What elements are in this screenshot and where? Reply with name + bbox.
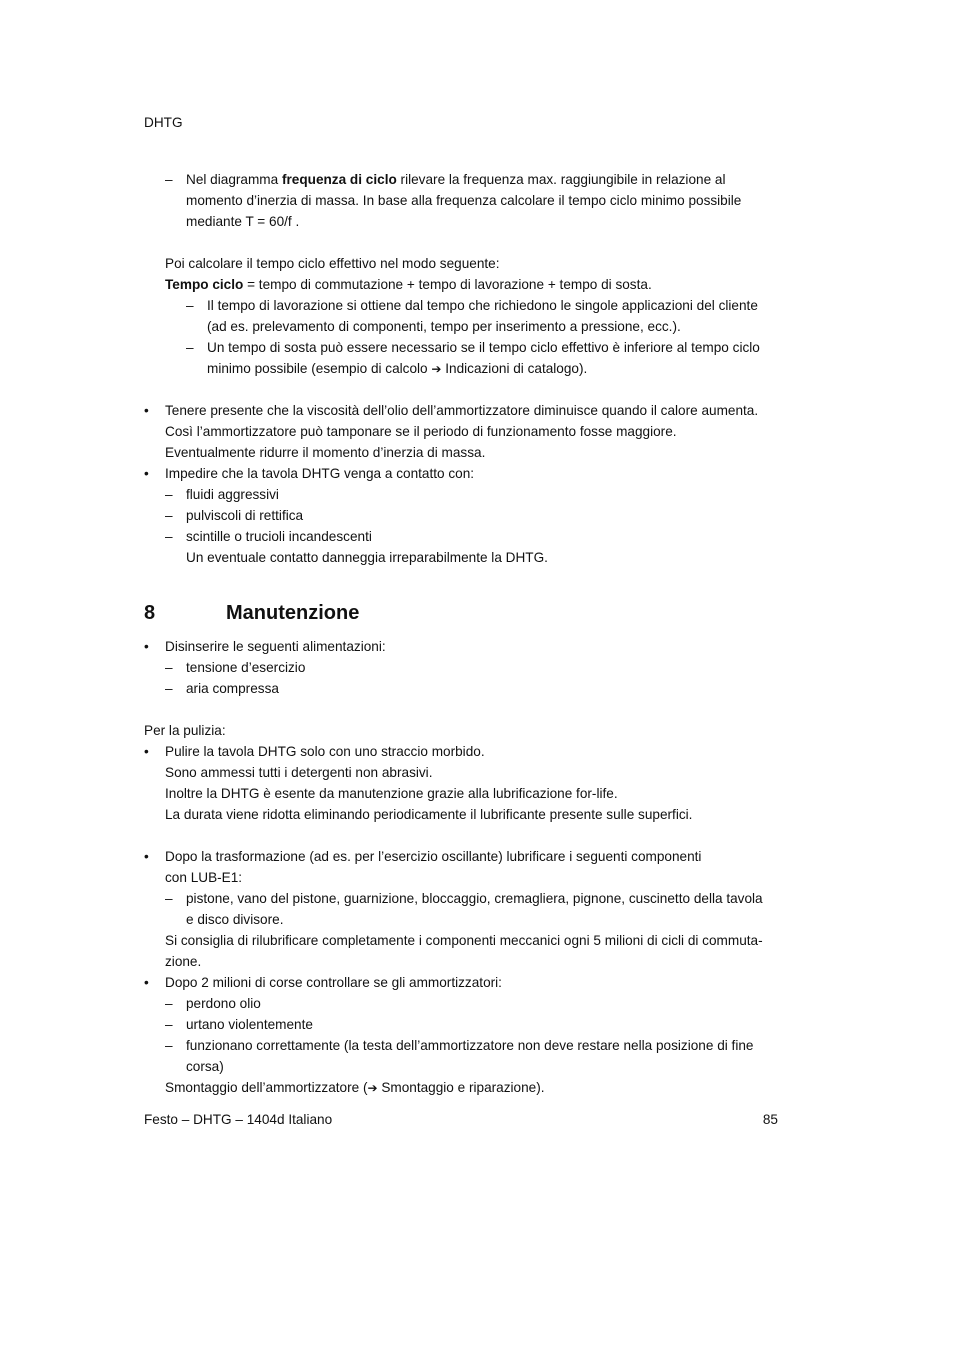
- frequency-term: frequenza di ciclo: [281, 172, 397, 187]
- text-line: Il tempo di lavorazione si ottiene dal tempo che richiedono le singole applicazioni del cliente: [207, 298, 758, 313]
- dash-marker: –: [165, 508, 173, 523]
- disassembly-reference-line: [165, 1081, 545, 1095]
- bullet-marker: •: [144, 849, 149, 864]
- dash-marker: –: [165, 891, 173, 906]
- footer-doc-id: Festo – DHTG – 1404d Italiano: [144, 1112, 333, 1127]
- formula-line: mediante T = 60/f .: [186, 214, 300, 229]
- dash-marker: –: [165, 660, 173, 675]
- text-line: corsa): [186, 1059, 224, 1074]
- text-run: Indicazioni di catalogo).: [441, 361, 588, 376]
- text-line: Pulire la tavola DHTG solo con uno straccio morbido.: [165, 744, 485, 759]
- text-line: Disinserire le seguenti alimentazioni:: [165, 639, 386, 654]
- text-line: e disco divisore.: [186, 912, 284, 927]
- list-item: tensione d’esercizio: [186, 660, 306, 675]
- bullet-marker: •: [144, 744, 149, 759]
- running-header: DHTG: [144, 115, 183, 130]
- text-run: Smontaggio dell’ammortizzatore (: [165, 1080, 368, 1095]
- text-line: Sono ammessi tutti i detergenti non abrasivi.: [165, 765, 433, 780]
- dash-marker: –: [186, 298, 194, 313]
- text-line: (ad es. prelevamento di componenti, tempo per inserimento a pressione, ecc.).: [207, 319, 681, 334]
- frequency-instruction-line: [186, 173, 725, 187]
- bullet-marker: •: [144, 466, 149, 481]
- text-line: La durata viene ridotta eliminando periodicamente il lubrificante presente sulle superfici.: [165, 807, 693, 822]
- text-line: Dopo 2 milioni di corse controllare se gli ammortizzatori:: [165, 975, 502, 990]
- text-line: Tenere presente che la viscosità dell’olio dell’ammortizzatore diminuisce quando il calore aumenta.: [165, 403, 759, 418]
- dash-marker: –: [165, 681, 173, 696]
- text-line: Un eventuale contatto danneggia irreparabilmente la DHTG.: [186, 550, 548, 565]
- text-line: Inoltre la DHTG è esente da manutenzione grazie alla lubrificazione for-life.: [165, 786, 618, 801]
- list-item: funzionano correttamente (la testa dell’ammortizzatore non deve restare nella posizione di fine: [186, 1038, 754, 1053]
- dash-marker: –: [165, 529, 173, 544]
- page-number: 85: [762, 1112, 778, 1127]
- text-line: Così l’ammortizzatore può tamponare se il periodo di funzionamento fosse maggiore.: [165, 424, 677, 439]
- cycle-time-definition: [165, 278, 652, 292]
- list-item: scintille o trucioli incandescenti: [186, 529, 372, 544]
- text-line: con LUB-E1:: [165, 870, 243, 885]
- dash-marker: –: [186, 340, 194, 355]
- text-run: Nel diagramma: [186, 172, 282, 187]
- text-run: rilevare la frequenza max. raggiungibile in relazione al: [396, 172, 726, 187]
- cycle-time-term: Tempo ciclo: [165, 277, 244, 292]
- list-item: urtano violentemente: [186, 1017, 313, 1032]
- arrow-icon: ➔: [367, 1081, 378, 1095]
- catalog-reference-line: [207, 362, 587, 376]
- bullet-marker: •: [144, 403, 149, 418]
- dash-marker: –: [165, 1017, 173, 1032]
- dash-marker: –: [165, 1038, 173, 1053]
- text-line: Un tempo di sosta può essere necessario se il tempo ciclo effettivo è inferiore al tempo ciclo: [207, 340, 760, 355]
- arrow-icon: ➔: [431, 362, 442, 376]
- text-line: pistone, vano del pistone, guarnizione, bloccaggio, cremagliera, pignone, cuscinetto della tavola: [186, 891, 763, 906]
- dash-marker: –: [165, 172, 173, 187]
- text-run: minimo possibile (esempio di calcolo: [207, 361, 432, 376]
- text-line: Per la pulizia:: [144, 723, 226, 738]
- section-title: Manutenzione: [226, 602, 360, 624]
- text-run: Smontaggio e riparazione).: [377, 1080, 545, 1095]
- bullet-marker: •: [144, 975, 149, 990]
- list-item: fluidi aggressivi: [186, 487, 279, 502]
- text-line: Poi calcolare il tempo ciclo effettivo nel modo seguente:: [165, 256, 500, 271]
- text-line: Dopo la trasformazione (ad es. per l’esercizio oscillante) lubrificare i seguenti componenti: [165, 849, 702, 864]
- text-run: = tempo di commutazione + tempo di lavorazione + tempo di sosta.: [243, 277, 652, 292]
- text-line: Si consiglia di rilubrificare completamente i componenti meccanici ogni 5 milioni di cicli di commuta-: [165, 933, 763, 948]
- list-item: perdono olio: [186, 996, 261, 1011]
- dash-marker: –: [165, 996, 173, 1011]
- text-line: momento d’inerzia di massa. In base alla frequenza calcolare il tempo ciclo minimo possibile: [186, 193, 742, 208]
- list-item: aria compressa: [186, 681, 279, 696]
- section-number: 8: [144, 602, 156, 624]
- text-line: zione.: [165, 954, 202, 969]
- list-item: pulviscoli di rettifica: [186, 508, 304, 523]
- text-line: Eventualmente ridurre il momento d’inerzia di massa.: [165, 445, 486, 460]
- text-line: Impedire che la tavola DHTG venga a contatto con:: [165, 466, 475, 481]
- dash-marker: –: [165, 487, 173, 502]
- bullet-marker: •: [144, 639, 149, 654]
